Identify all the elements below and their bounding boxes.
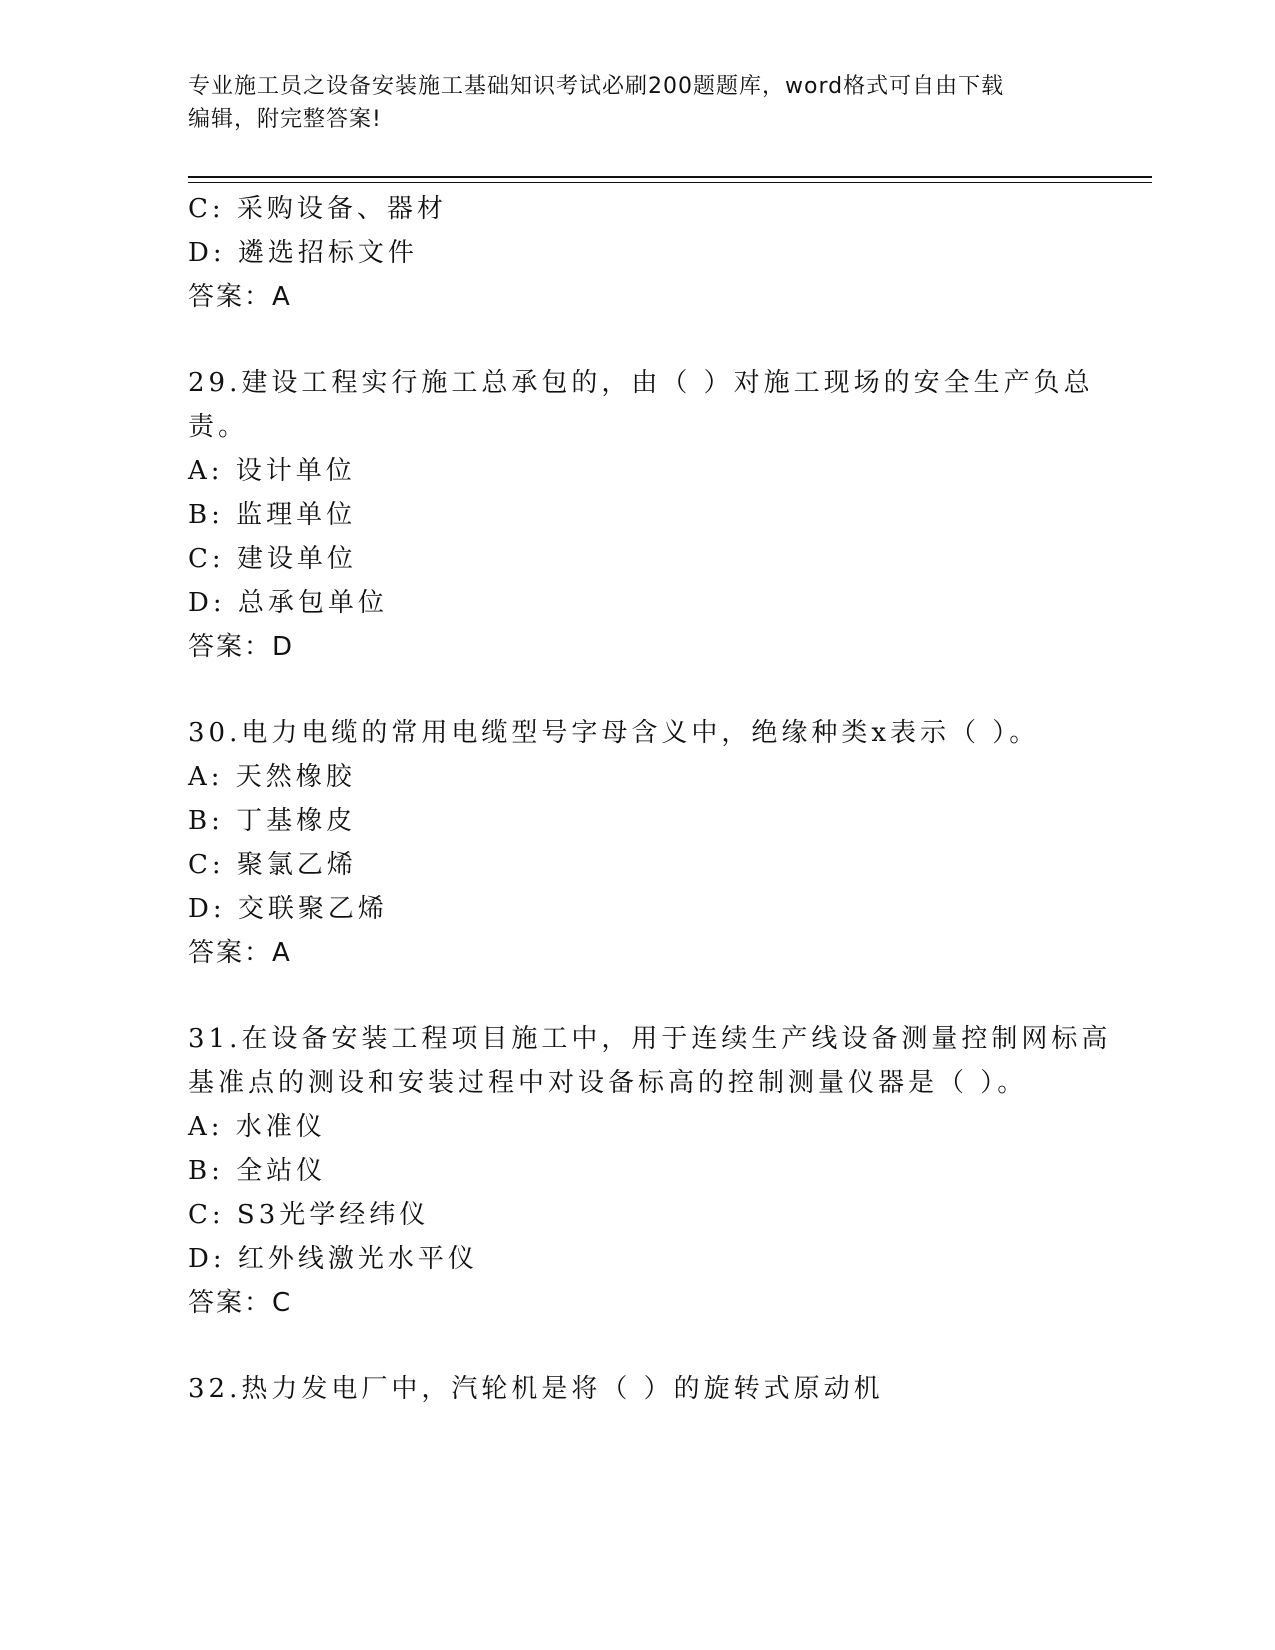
q30-answer: 答案：A [188, 938, 292, 968]
q29-stem-line1: 29.建设工程实行施工总承包的，由（ ）对施工现场的安全生产负总 [188, 368, 1094, 398]
q30-option-b: B: 丁基橡皮 [188, 806, 357, 836]
header-divider-thick [188, 176, 1152, 178]
q29-option-b: B: 监理单位 [188, 500, 357, 530]
header-divider-thin [188, 182, 1152, 183]
document-header [188, 70, 1088, 136]
prev-option-d: D: 遴选招标文件 [188, 238, 418, 268]
prev-option-c: C: 采购设备、器材 [188, 194, 447, 224]
q31-answer: 答案：C [188, 1288, 293, 1318]
q31-option-b: B: 全站仪 [188, 1156, 327, 1186]
q30-option-a: A: 天然橡胶 [188, 762, 356, 792]
q30-option-d: D: 交联聚乙烯 [188, 894, 388, 924]
q29-answer: 答案：D [188, 632, 295, 662]
q29-stem-line2: 责。 [188, 412, 249, 442]
q30-stem-line1: 30.电力电缆的常用电缆型号字母含义中，绝缘种类x表示（ ）。 [188, 718, 1040, 748]
header-title-line2: 编辑，附完整答案! [188, 107, 382, 132]
header-title-line1: 专业施工员之设备安装施工基础知识考试必刷200题题库，word格式可自由下载 [188, 74, 1005, 99]
q29-option-a: A: 设计单位 [188, 456, 356, 486]
q31-stem-line2: 基准点的测设和安装过程中对设备标高的控制测量仪器是（ ）。 [188, 1068, 1028, 1098]
q30-option-c: C: 聚氯乙烯 [188, 850, 357, 880]
q31-option-c: C: S3光学经纬仪 [188, 1200, 430, 1230]
prev-answer: 答案：A [188, 282, 292, 312]
q32-stem-line1: 32.热力发电厂中，汽轮机是将（ ）的旋转式原动机 [188, 1374, 884, 1404]
q31-option-a: A: 水准仪 [188, 1112, 326, 1142]
q29-option-d: D: 总承包单位 [188, 588, 388, 618]
q29-option-c: C: 建设单位 [188, 544, 357, 574]
q31-stem-line1: 31.在设备安装工程项目施工中，用于连续生产线设备测量控制网标高 [188, 1024, 1112, 1054]
q31-option-d: D: 红外线激光水平仪 [188, 1244, 478, 1274]
